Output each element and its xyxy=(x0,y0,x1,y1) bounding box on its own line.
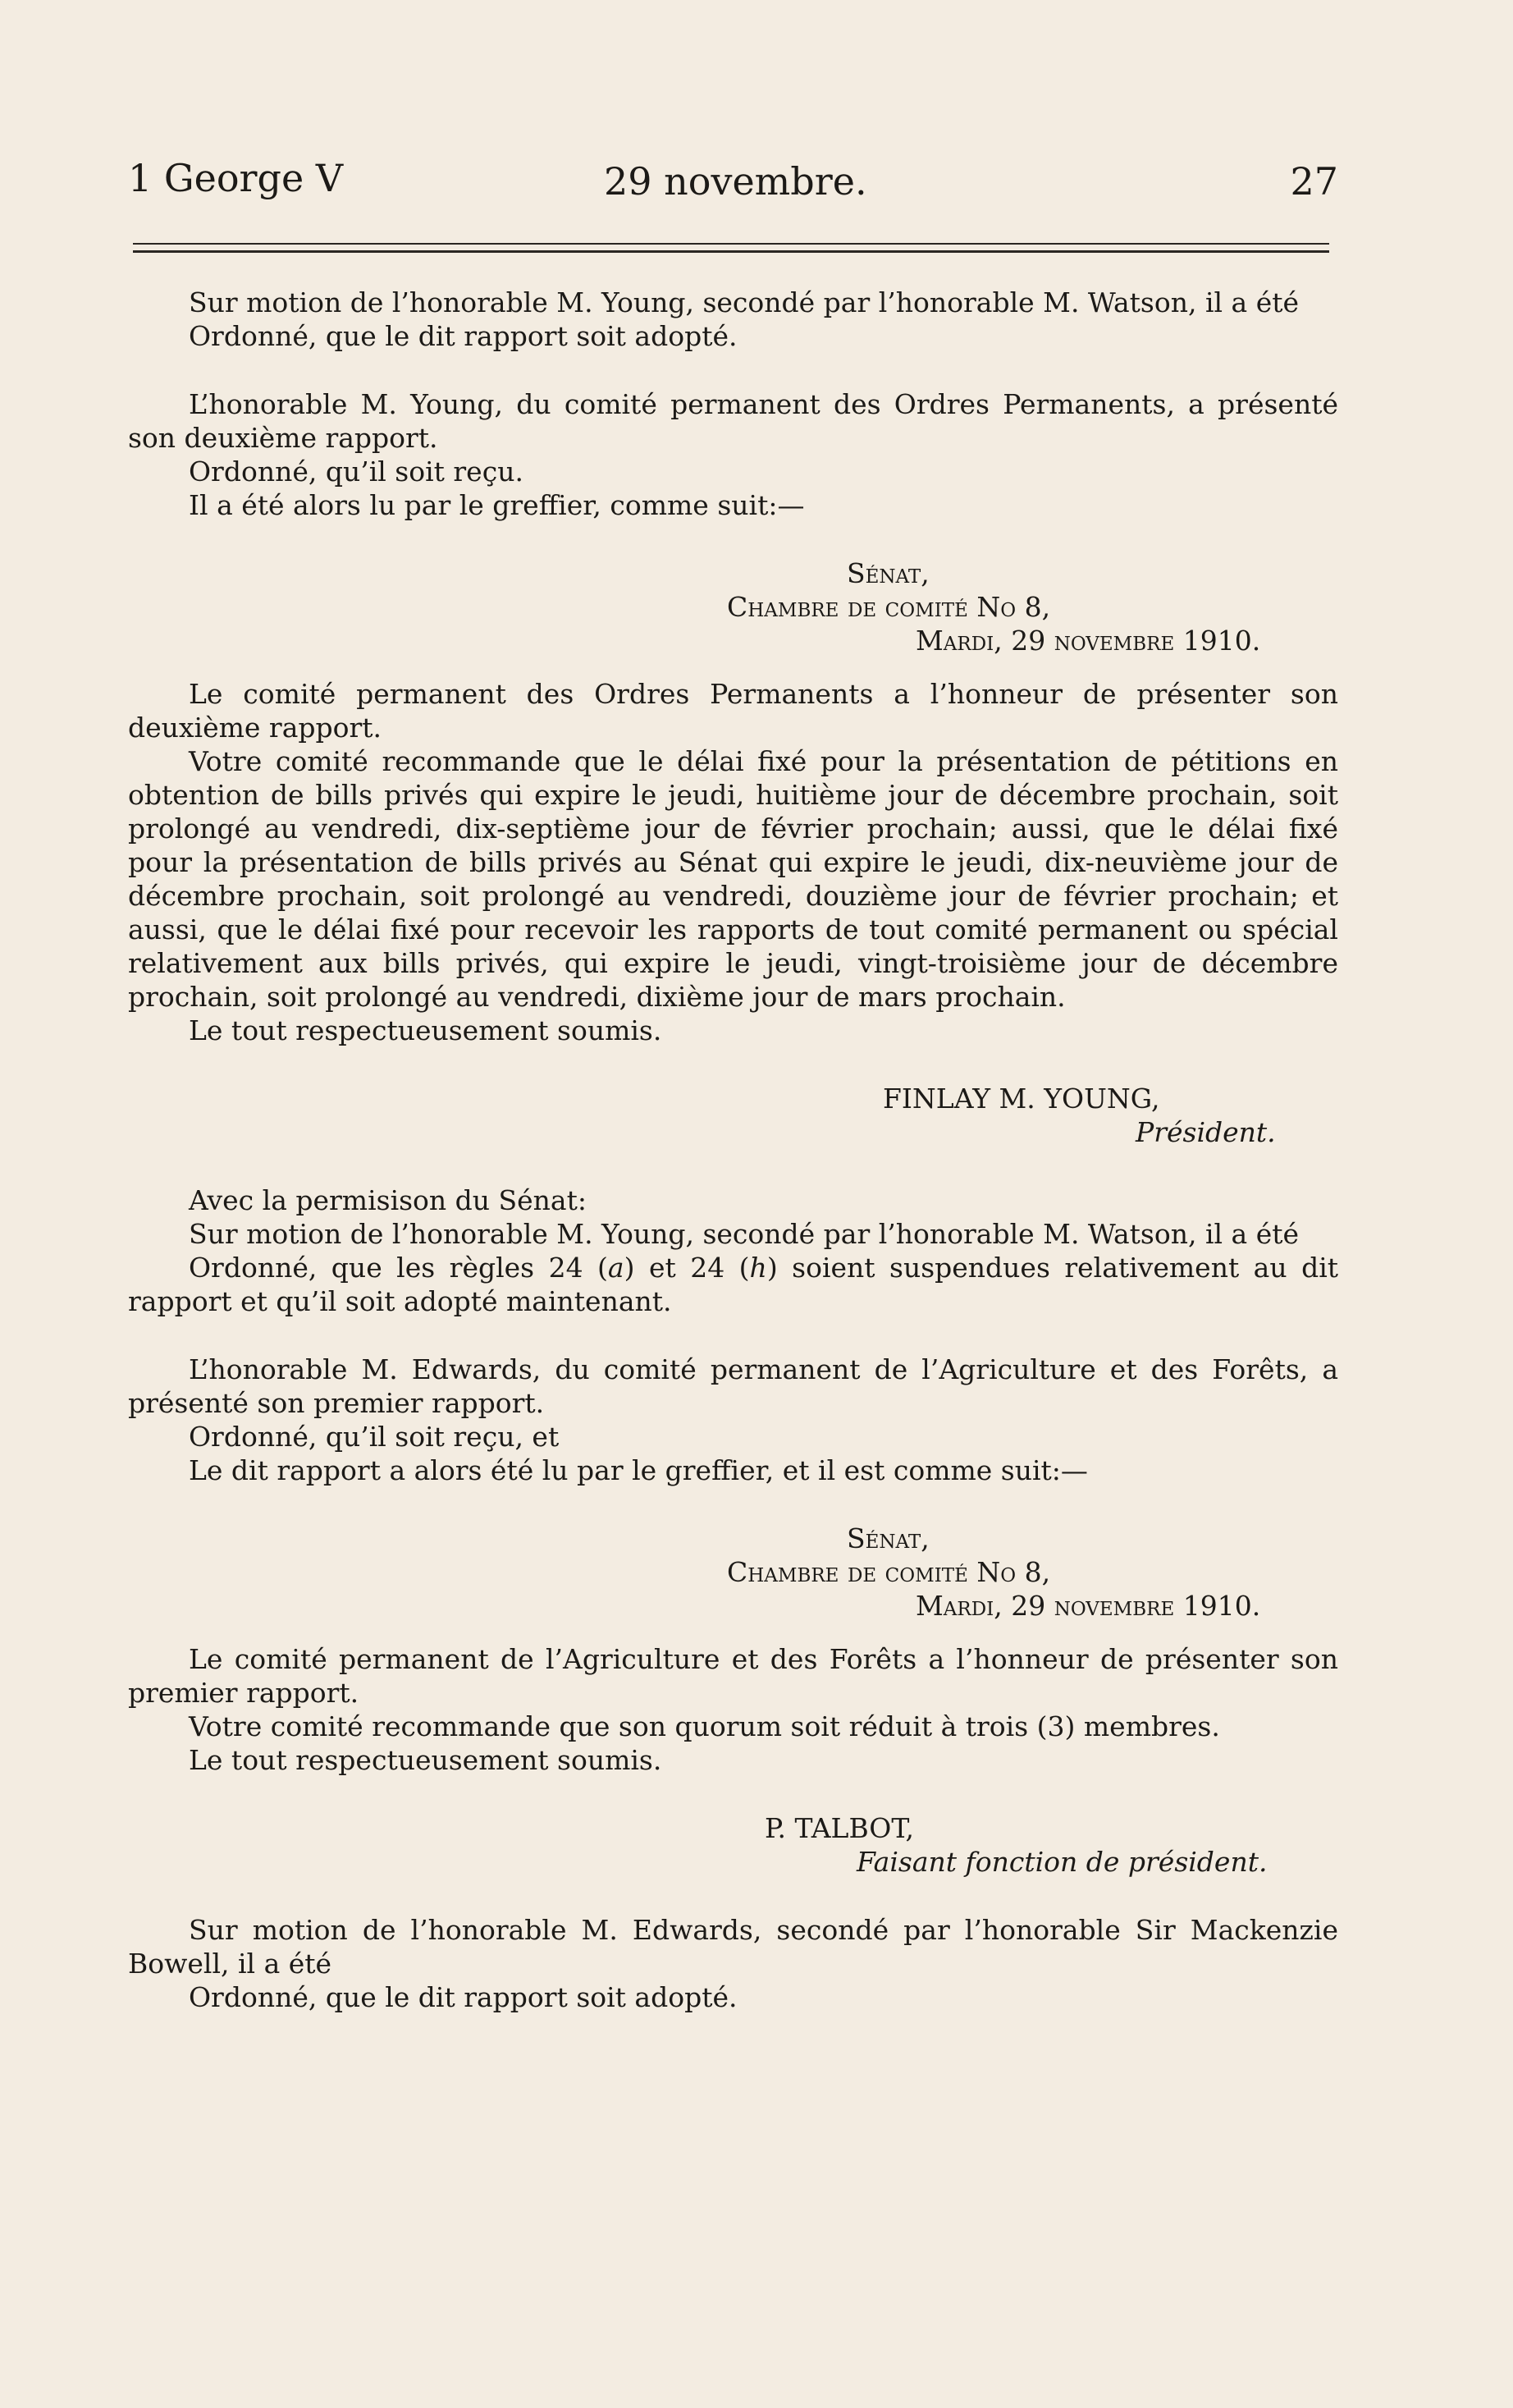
report-heading xyxy=(128,556,1338,657)
page-body xyxy=(128,286,1338,2014)
motion-paragraph: Sur motion de l’honorable M. Edwards, secondé par l’honorable Sir Mackenzie Bowell, il a été xyxy=(128,1914,1338,1980)
report-recommendation: Votre comité recommande que le délai fixé pour la présentation de pétitions en obtention de bills privés qui expire le jeudi, huitième jour de décembre prochain, soit prolongé au vendredi, dix-septième jour de février prochain; aussi, que le délai fixé pour la présentation de bills privés au Sénat qui expire le jeudi, dix-neuvième jour de décembre prochain, soit prolongé au vendredi, douzième jour de février prochain; et aussi, que le délai fixé pour recevoir les rapports de tout comité permanent ou spécial relativement aux bills privés, qui expire le jeudi, vingt-troisième jour de décembre prochain, soit prolongé au vendredi, dixième jour de mars prochain. xyxy=(128,745,1338,1013)
header-date: 29 novembre. xyxy=(604,159,867,204)
signatory-title: Président. xyxy=(1136,1116,1276,1148)
senate-heading: Sénat, xyxy=(847,557,930,589)
signature-block xyxy=(128,1082,1338,1149)
report-closing: Le tout respectueusement soumis. xyxy=(189,1744,662,1776)
report-intro: Le comité permanent de l’Agriculture et des Forêts a l’honneur de présenter son premier rapport. xyxy=(128,1643,1338,1709)
order-text-c: ) soient suspendues relativement au dit rapport et qu’il soit adopté maintenant. xyxy=(128,1252,1339,1317)
rule-letter-a: a xyxy=(607,1252,624,1284)
order-paragraph xyxy=(128,1251,1338,1318)
report-presentation-paragraph: L’honorable M. Edwards, du comité permanent de l’Agriculture et des Forêts, a présenté son premier rapport. xyxy=(128,1353,1338,1419)
reading-line: Le dit rapport a alors été lu par le greffier, et il est comme suit:— xyxy=(189,1454,1088,1486)
order-line: Ordonné, que le dit rapport soit adopté. xyxy=(189,320,738,352)
report-intro: Le comité permanent des Ordres Permanents a l’honneur de présenter son deuxième rapport. xyxy=(128,678,1338,744)
page-number: 27 xyxy=(1290,159,1338,204)
header-regnal-year: 1 George V xyxy=(128,156,344,200)
motion-paragraph: Sur motion de l’honorable M. Young, secondé par l’honorable M. Watson, il a été xyxy=(189,286,1300,318)
order-line: Ordonné, que le dit rapport soit adopté. xyxy=(189,1981,738,2013)
report-presentation-paragraph: L’honorable M. Young, du comité permanent des Ordres Permanents, a présenté son deuxième rapport. xyxy=(128,388,1338,454)
report-date: Mardi, 29 novembre 1910. xyxy=(916,625,1261,657)
report-recommendation: Votre comité recommande que son quorum soit réduit à trois (3) membres. xyxy=(189,1710,1220,1742)
permission-line: Avec la permisison du Sénat: xyxy=(189,1184,587,1216)
rule-letter-h: h xyxy=(749,1252,767,1284)
order-text-b: ) et 24 ( xyxy=(624,1252,750,1284)
motion-paragraph: Sur motion de l’honorable M. Young, secondé par l’honorable M. Watson, il a été xyxy=(189,1218,1300,1250)
signature-block xyxy=(128,1811,1338,1879)
signatory-name: FINLAY M. YOUNG, xyxy=(883,1083,1160,1115)
report-heading xyxy=(128,1522,1338,1623)
signatory-title: Faisant fonction de président. xyxy=(857,1846,1268,1878)
running-header xyxy=(128,156,1338,213)
report-closing: Le tout respectueusement soumis. xyxy=(189,1014,662,1046)
header-rule-bottom xyxy=(133,250,1329,253)
committee-room: Chambre de comité No 8, xyxy=(727,1556,1051,1588)
committee-room: Chambre de comité No 8, xyxy=(727,591,1051,623)
header-rule-top xyxy=(133,243,1329,245)
reading-line: Il a été alors lu par le greffier, comme suit:— xyxy=(189,489,805,521)
signatory-name: P. TALBOT, xyxy=(765,1812,915,1844)
senate-heading: Sénat, xyxy=(847,1522,930,1554)
order-line: Ordonné, qu’il soit reçu, et xyxy=(189,1421,560,1453)
order-text-a: Ordonné, que les règles 24 ( xyxy=(189,1252,608,1284)
report-date: Mardi, 29 novembre 1910. xyxy=(916,1590,1261,1622)
order-line: Ordonné, qu’il soit reçu. xyxy=(189,456,523,488)
